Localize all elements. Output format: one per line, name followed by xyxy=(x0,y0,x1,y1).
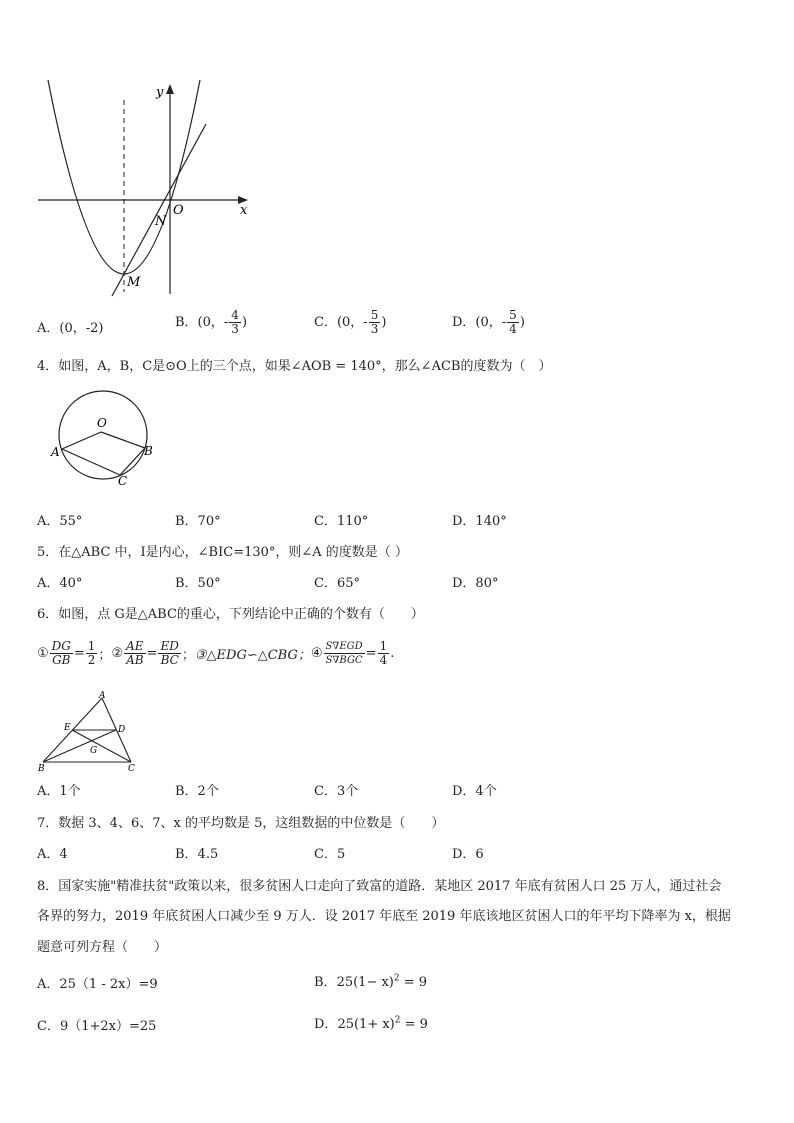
conclusion-2-equals: = xyxy=(146,646,158,661)
conclusion-4-right-fraction xyxy=(378,640,390,667)
q7-option-b: B．4.5 xyxy=(175,847,219,862)
q8-option-b-exponent: 2 xyxy=(393,973,400,984)
circle-label-a: A xyxy=(51,445,60,459)
conclusion-end: . xyxy=(390,646,395,661)
q3-option-b-denominator: 3 xyxy=(231,322,239,336)
q3-option-c-denominator: 3 xyxy=(370,322,379,336)
q4-option-b: B．70° xyxy=(175,514,221,529)
circle-label-c: C xyxy=(118,474,128,488)
conclusion-3: ③△EDG∽△CBG； xyxy=(194,648,311,663)
q3-option-b-suffix: ) xyxy=(241,315,248,330)
q6-option-c: C．3个 xyxy=(314,784,359,799)
q4-option-d: D．140° xyxy=(452,514,507,529)
q3-option-c-fraction xyxy=(369,309,381,336)
triangle-label-d: D xyxy=(118,725,126,735)
conclusion-1-marker: ① xyxy=(37,646,49,661)
q6-option-a: A．1个 xyxy=(37,784,81,799)
circle-label-b: B xyxy=(144,444,153,458)
triangle-label-b: B xyxy=(38,764,45,774)
conclusion-2-right-denominator: BC xyxy=(160,653,179,667)
conclusion-1-right-denominator: 2 xyxy=(87,653,96,667)
q7-option-c: C．5 xyxy=(314,847,346,862)
graph-label-x: x xyxy=(240,203,248,218)
conclusion-2-marker: ② xyxy=(111,646,124,661)
conclusion-4-left-numerator: S∇EGD xyxy=(325,641,363,652)
conclusion-4-equals: = xyxy=(365,646,377,661)
q4-option-a: A．55° xyxy=(37,514,83,529)
q6-stem: 6．如图，点 G是△ABC的重心，下列结论中正确的个数有（ ） xyxy=(37,607,424,622)
q3-option-c-prefix: C．(0，- xyxy=(314,315,368,330)
q5-option-a: A．40° xyxy=(37,576,83,591)
q3-option-d-denominator: 4 xyxy=(509,322,517,336)
q8-stem-line-3: 题意可列方程（ ） xyxy=(37,940,168,955)
conclusion-separator-2: ； xyxy=(181,648,195,663)
q3-option-d-numerator: 5 xyxy=(509,308,517,322)
q8-option-a: A．25（1 - 2x）=9 xyxy=(37,977,158,992)
circle-figure xyxy=(48,385,168,490)
q3-option-d-fraction xyxy=(507,309,519,336)
q7-stem: 7．数据 3、4、6、7、x 的平均数是 5，这组数据的中位数是（ ） xyxy=(37,816,445,831)
conclusion-4-right-denominator: 4 xyxy=(379,653,388,667)
q8-option-b-rhs: = 9 xyxy=(399,975,428,990)
q8-option-d-rhs: = 9 xyxy=(400,1017,428,1032)
conclusion-2-right-fraction xyxy=(158,640,180,667)
graph-label-n: N xyxy=(155,214,167,229)
conclusion-2-left-numerator: AE xyxy=(126,639,144,653)
triangle-label-g: G xyxy=(90,746,98,756)
q8-option-b-expression: 25(1− x) xyxy=(336,975,394,990)
q3-option-b xyxy=(175,309,247,336)
triangle-label-c: C xyxy=(128,764,135,774)
q3-option-c-suffix: ) xyxy=(381,315,387,330)
conclusion-1-right-fraction xyxy=(86,640,98,667)
q8-option-b xyxy=(314,971,427,990)
conclusion-1-left-numerator: DG xyxy=(51,639,71,653)
q3-option-d-prefix: D．(0，- xyxy=(452,315,507,330)
q8-option-d xyxy=(314,1013,428,1032)
q6-option-d: D．4个 xyxy=(452,784,497,799)
q8-stem-line-2: 各界的努力，2019 年底贫困人口减少至 9 万人．设 2017 年底至 2019 年底该地区贫困人口的年平均下降率为 x，根据 xyxy=(37,909,731,924)
q5-option-b: B．50° xyxy=(175,576,221,591)
q8-option-b-prefix: B． xyxy=(314,975,337,990)
conclusion-2-right-numerator: ED xyxy=(160,639,179,653)
graph-label-o: O xyxy=(173,203,184,218)
graph-label-y: y xyxy=(156,85,164,100)
conclusion-4-right-numerator: 1 xyxy=(379,639,388,653)
q8-stem-line-1: 8．国家实施"精准扶贫"政策以来，很多贫困人口走向了致富的道路．某地区 2017 年底有贫困人口 25 万人，通过社会 xyxy=(37,879,722,894)
conclusion-1-equals: = xyxy=(73,646,85,661)
triangle-label-e: E xyxy=(64,723,71,733)
q3-option-c xyxy=(314,309,386,336)
q4-option-c: C．110° xyxy=(314,514,369,529)
q5-stem: 5．在△ABC 中，I是内心，∠BIC=130°，则∠A 的度数是（ ） xyxy=(37,545,408,560)
q3-option-b-fraction xyxy=(229,309,241,336)
conclusion-4-marker: ④ xyxy=(310,646,323,661)
circle-label-o: O xyxy=(97,416,107,430)
q3-option-b-prefix: B．(0，- xyxy=(175,315,229,330)
conclusion-1-left-denominator: GB xyxy=(52,653,71,667)
q3-option-b-numerator: 4 xyxy=(231,308,239,322)
q3-option-d-suffix: ) xyxy=(519,315,525,330)
q6-option-b: B．2个 xyxy=(175,784,219,799)
graph-label-m: M xyxy=(127,275,141,290)
conclusion-2-left-fraction xyxy=(124,640,145,667)
conclusion-4-left-fraction xyxy=(324,640,365,667)
conclusion-4-left-denominator: S∇BGC xyxy=(325,655,363,666)
q8-option-d-expression: 25(1+ x) xyxy=(337,1017,395,1032)
q5-option-c: C．65° xyxy=(314,576,360,591)
conclusion-1-right-numerator: 1 xyxy=(87,639,96,653)
q8-option-d-prefix: D． xyxy=(314,1017,338,1032)
q3-option-a: A．(0，-2) xyxy=(37,321,104,336)
conclusion-1-left-fraction xyxy=(50,640,73,667)
q5-option-d: D．80° xyxy=(452,576,499,591)
q8-option-c: C．9（1+2x）=25 xyxy=(37,1019,157,1034)
conclusion-separator-1: ； xyxy=(98,648,112,663)
parabola-graph xyxy=(30,78,260,298)
q6-conclusions xyxy=(37,640,394,667)
q8-option-d-exponent: 2 xyxy=(394,1015,401,1026)
q7-option-a: A．4 xyxy=(37,847,68,862)
triangle-figure xyxy=(35,690,145,775)
q3-option-d xyxy=(452,309,525,336)
q4-stem: 4．如图，A，B，C是⊙O上的三个点，如果∠AOB = 140°，那么∠ACB的度数为（ ） xyxy=(37,359,552,374)
q3-option-c-numerator: 5 xyxy=(370,308,379,322)
q7-option-d: D．6 xyxy=(452,847,484,862)
conclusion-2-left-denominator: AB xyxy=(126,653,144,667)
triangle-label-a: A xyxy=(99,691,106,701)
